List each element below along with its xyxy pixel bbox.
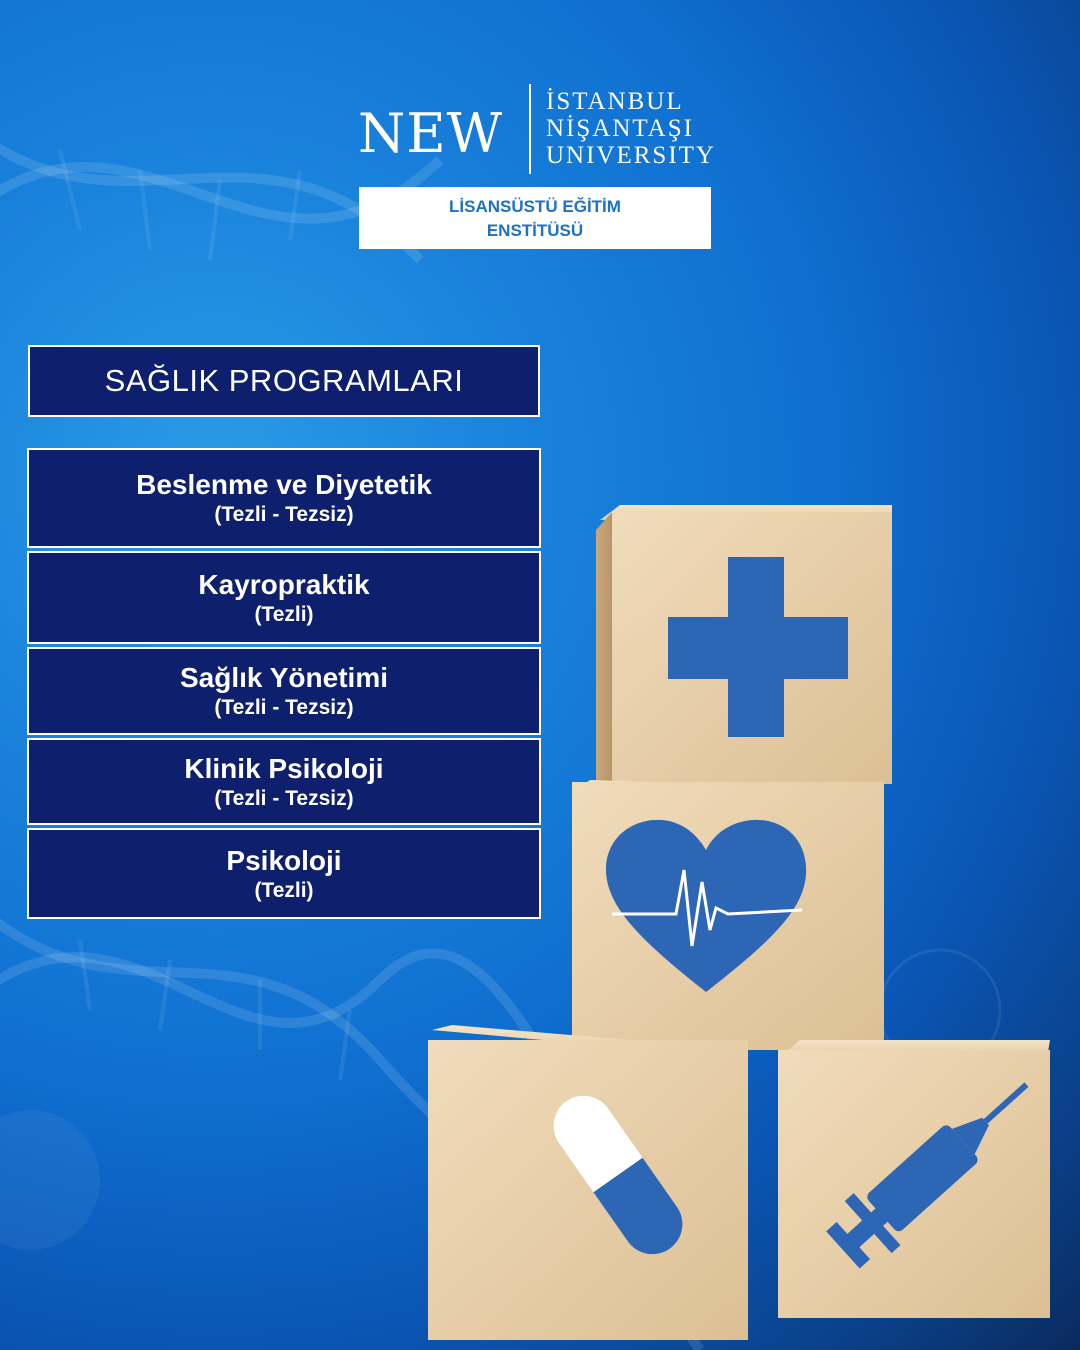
program-name: Klinik Psikoloji — [184, 752, 384, 784]
program-type: (Tezli - Tezsiz) — [214, 786, 354, 810]
cross-block — [596, 505, 892, 784]
logo-line-1: İSTANBUL — [546, 88, 684, 115]
syringe-block — [778, 1040, 1050, 1318]
institute-line-1: LİSANSÜSTÜ EĞİTİM — [449, 197, 621, 216]
logo-line-3: UNIVERSITY — [546, 142, 716, 169]
program-type: (Tezli) — [254, 878, 314, 902]
program-name: Psikoloji — [226, 844, 342, 876]
program-type: (Tezli - Tezsiz) — [214, 503, 354, 526]
program-name: Beslenme ve Diyetetik — [136, 469, 432, 500]
logo-wordmark: NEW — [358, 102, 504, 165]
pill-block — [428, 1025, 748, 1340]
institute-line-2: ENSTİTÜSÜ — [486, 221, 584, 240]
program-name: Kayropraktik — [198, 568, 370, 600]
heart-block — [572, 780, 884, 1050]
program-type: (Tezli) — [254, 602, 314, 626]
program-name: Sağlık Yönetimi — [180, 662, 388, 693]
logo-line-2: NİŞANTAŞI — [546, 115, 694, 142]
program-type: (Tezli - Tezsiz) — [214, 696, 354, 719]
section-title: SAĞLIK PROGRAMLARI — [28, 345, 540, 417]
